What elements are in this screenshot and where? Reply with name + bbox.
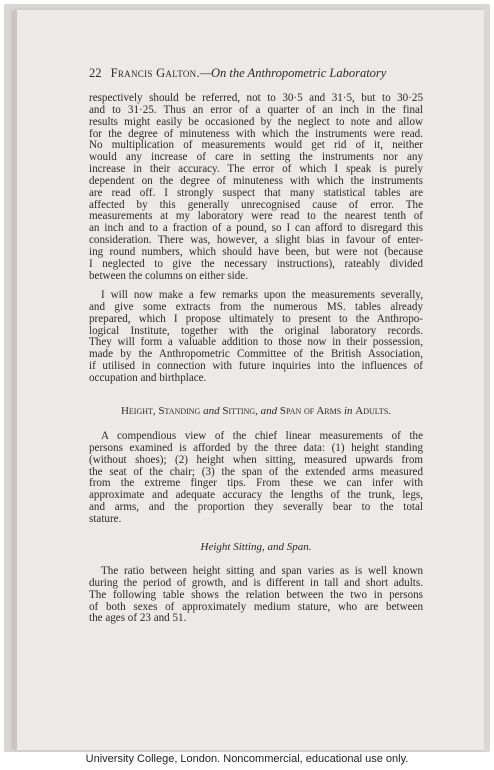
running-header [89, 66, 409, 81]
text-line: They will form a valuable addition to those now in their possession, [89, 336, 423, 349]
heading-part: Height, Standing [120, 405, 201, 417]
paragraph-4 [89, 566, 423, 625]
text-line: are read off. I strongly suspect that many statistical tables are [89, 186, 423, 199]
text-line: an inch and to a fraction of a pound, so I can afford to disregard this [89, 222, 423, 235]
text-line: and to 31·25. Thus an error of a quarter of an inch in the final [89, 103, 423, 116]
text-line: I will now make a few remarks upon the measurements severally, [101, 289, 423, 301]
text-line: approximate and adequate accuracy the lengths of the trunk, legs, [89, 489, 423, 502]
subheading: Height Sitting, and Span. [200, 541, 312, 553]
paragraph-3 [89, 431, 423, 526]
paragraph-1 [89, 93, 423, 283]
text-line: dependent on the degree of minuteness with which the instruments [89, 174, 423, 187]
text-line: increase in their accuracy. The error of which I speak is purely [89, 163, 423, 176]
page-edge [14, 10, 17, 750]
text-line: measurements at my laboratory were read to the nearest tenth of [89, 210, 423, 223]
text-line: if utilised in connection with future inquiries into the influences of [89, 360, 423, 373]
text-line: from the extreme finger tips. From these we can infer with [89, 477, 423, 490]
text-line: (without shoes); (2) height when sitting, measured upwards from [89, 453, 423, 466]
heading-conj: and [257, 405, 280, 417]
heading-part: Adults. [355, 405, 392, 417]
text-line: during the period of growth, and is different in tall and short adults. [89, 576, 423, 589]
paragraph-2 [89, 290, 423, 385]
image-credit: University College, London. Noncommercial, educational use only. [85, 753, 409, 765]
text-line: I neglected to give the necessary instructions), rateably divided [89, 257, 423, 270]
header-title: —On the Anthropometric Laboratory [199, 66, 387, 80]
section-heading [89, 405, 423, 417]
text-line: occupation and birthplace. [89, 371, 207, 384]
heading-part: Span of Arms [279, 405, 342, 417]
text-line: A compendious view of the chief linear measurements of the [101, 430, 423, 442]
heading-conj: in [341, 405, 356, 417]
text-line: ing round numbers, which should have been, but were not (because [89, 245, 423, 258]
text-line: would any increase of care in setting the instruments nor any [89, 151, 423, 164]
text-line: The following table shows the relation between the two in persons [89, 588, 423, 601]
text-line: logical Institute, together with the original laboratory records. [89, 324, 423, 337]
text-line: the seat of the chair; (3) the span of the extended arms measured [89, 465, 423, 478]
text-line: between the columns on either side. [89, 269, 248, 282]
text-line: of both sexes of approximately medium stature, who are between [89, 600, 423, 613]
text-line: consideration. There was, however, a slight bias in favour of enter- [89, 234, 423, 247]
text-line: persons examined is afforded by the three data: (1) height standing [89, 441, 423, 454]
text-line: respectively should be referred, not to 30·5 and 31·5, but to 30·25 [89, 92, 423, 104]
page-number: 22 [89, 66, 102, 80]
header-author: Francis Galton. [110, 66, 200, 80]
text-line: for the degree of minuteness with which the instruments were read. [89, 127, 423, 140]
text-line: made by the Anthropometric Committee of the British Association, [89, 348, 423, 361]
text-line: the ages of 23 and 51. [89, 612, 187, 625]
text-line: and give some extracts from the numerous MS. tables already [89, 300, 423, 313]
text-line: prepared, which I propose ultimately to present to the Anthropo- [89, 312, 423, 325]
heading-part: Sitting, [222, 405, 258, 417]
text-line: No multiplication of measurements would get rid of it, neither [89, 139, 423, 152]
text-line: and arms, and the proportion they severally bear to the total [89, 501, 423, 514]
text-line: The ratio between height sitting and span varies as is well known [101, 565, 423, 577]
heading-conj: and [200, 405, 223, 417]
text-line: results might easily be occasioned by the neglect to note and allow [89, 115, 423, 128]
text-line: stature. [89, 512, 122, 525]
text-line: affected by this generally unrecognised cause of error. The [89, 198, 423, 211]
